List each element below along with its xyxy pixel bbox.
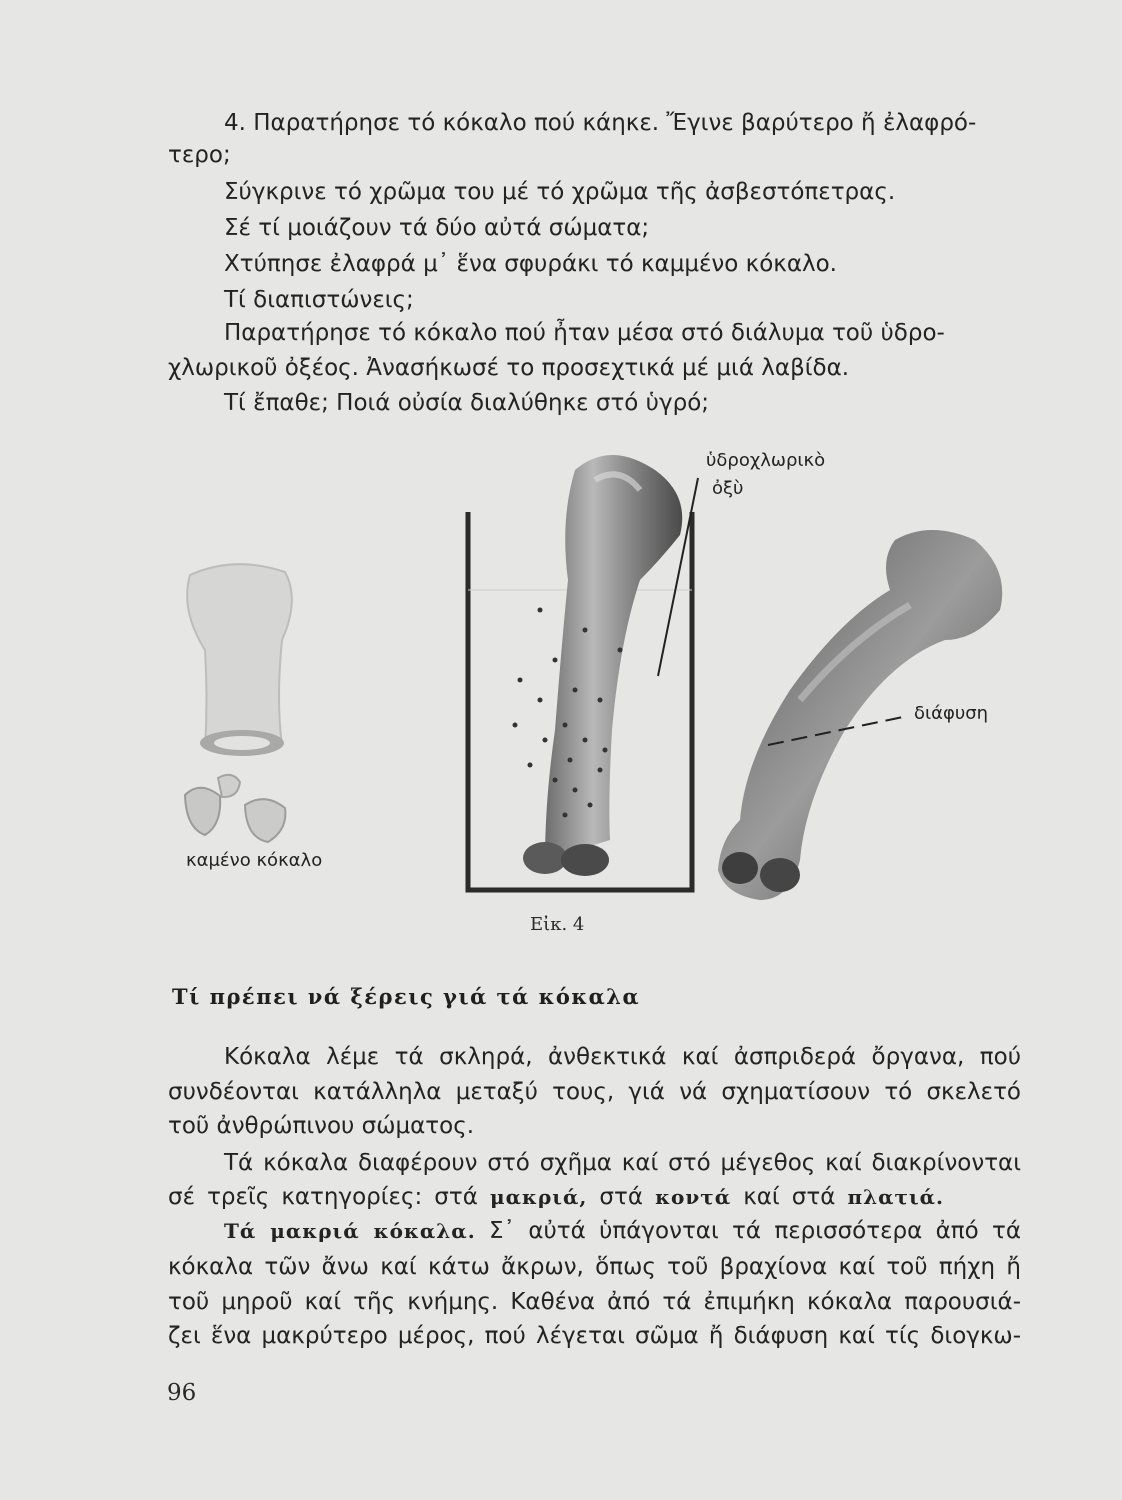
exercise-line: Τί ἔπαθε; Ποιά οὐσία διαλύθηκε στό ὑγρό; [224,390,710,416]
burned-bone [185,564,292,842]
paragraph-line: συνδέονται κατάλληλα μεταξύ τους, γιά νά σχηματίσουν τό σκελετό [168,1079,1021,1105]
categories-line [168,1182,944,1212]
term-long: μακριά, [489,1185,588,1209]
section-heading: Τί πρέπει νά ξέρεις γιά τά κόκαλα [172,984,641,1009]
text-run: Σ᾿ αὐτά ὑπάγονται τά περισσότερα ἀπό τά [488,1218,1021,1244]
exercise-line: χλωρικοῦ ὀξέος. Ἀνασήκωσέ το προσεχτικά μέ μιά λαβίδα. [168,355,850,381]
exercise-line: Παρατήρησε τό κόκαλο πού ἦταν μέσα στό διάλυμα τοῦ ὑδρο- [224,320,945,346]
acid-label-line2: ὀξὺ [712,478,744,499]
text-run: σέ τρεῖς κατηγορίες: στά [168,1184,478,1210]
paragraph-line: Κόκαλα λέμε τά σκληρά, ἀνθεκτικά καί ἀσπριδερά ὄργανα, πού [224,1044,1021,1070]
paragraph-line: κόκαλα τῶν ἄνω καί κάτω ἄκρων, ὅπως τοῦ βραχίονα καί τοῦ πήχη ἤ [168,1254,1021,1280]
bone-in-acid [513,455,699,876]
text-run: καί στά [743,1184,836,1210]
term-long-bones: Τά μακριά κόκαλα. [224,1219,476,1243]
term-flat: πλατιά. [847,1185,944,1209]
exercise-line: Σύγκρινε τό χρῶμα του μέ τό χρῶμα τῆς ἀσβεστόπετρας. [224,179,896,205]
exercise-line: Σέ τί μοιάζουν τά δύο αὐτά σώματα; [224,215,650,241]
exercise-line: 4. Παρατήρησε τό κόκαλο πού κάηκε. Ἔγινε βαρύτερο ἤ ἐλαφρό- [224,110,977,136]
diaphysis-label: διάφυση [914,703,989,724]
paragraph-line: ζει ἕνα μακρύτερο μέρος, πού λέγεται σῶμα ἤ διάφυση καί τίς διογκω- [168,1323,1021,1349]
acid-label: ὑδροχλωρικὸ [706,450,826,471]
text-run: στά [599,1184,643,1210]
exercise-line: Τί διαπιστώνεις; [224,287,414,313]
exercise-line: τερο; [168,142,231,168]
paragraph-line: τοῦ ἀνθρώπινου σώματος. [168,1113,475,1139]
paragraph-line: τοῦ μηροῦ καί τῆς κνήμης. Καθένα ἀπό τά ἐπιμήκη κόκαλα παρουσιά- [168,1289,1021,1315]
term-short: κοντά [655,1185,732,1209]
burned-bone-label: καμένο κόκαλο [186,850,323,871]
page-number: 96 [167,1380,197,1406]
paragraph-line: Τά κόκαλα διαφέρουν στό σχῆμα καί στό μέγεθος καί διακρίνονται [224,1150,1021,1176]
long-bones-line [224,1216,1021,1246]
exercise-line: Χτύπησε ἐλαφρά μ᾿ ἕνα σφυράκι τό καμμένο κόκαλο. [224,251,837,277]
figure-caption: Εἰκ. 4 [530,914,585,935]
